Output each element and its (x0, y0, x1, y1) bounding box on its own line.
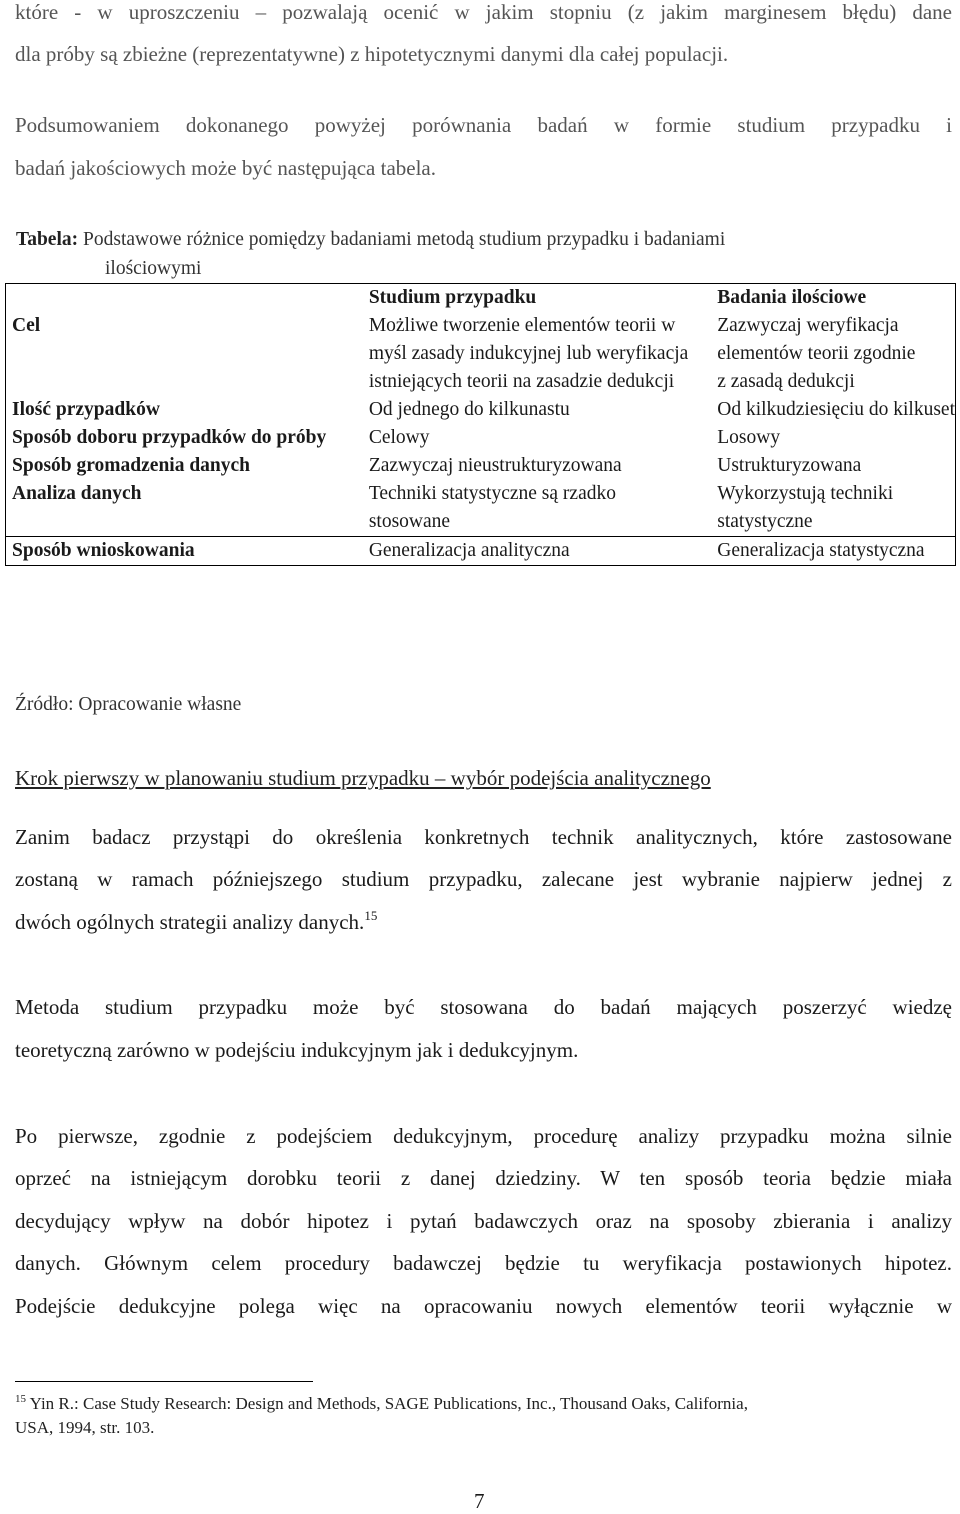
table-row (6, 312, 956, 396)
table-header-quantitative: Badania ilościowe (717, 287, 867, 308)
quantitative-cell: Losowy (717, 427, 781, 448)
footnote (15, 1392, 915, 1440)
table-header-empty (6, 284, 363, 313)
table-caption-prefix: Tabela: (16, 229, 79, 250)
summary-line-2: badań jakościowych może być następująca tabela. (15, 156, 436, 180)
footnote-line-2: USA, 1994, str. 103. (15, 1418, 155, 1437)
row-label: Sposób wnioskowania (12, 540, 195, 561)
table-row (6, 480, 956, 537)
quantitative-cell: Od kilkudziesięciu do kilkuset (717, 399, 955, 420)
footnote-text: Yin R.: Case Study Research: Design and Methods, SAGE Publications, Inc., Thousand Oaks, California, (29, 1394, 748, 1413)
case-study-cell: Celowy (368, 427, 430, 448)
row-label: Analiza danych (6, 480, 363, 537)
case-study-cell: Zazwyczaj nieustrukturyzowana (368, 455, 622, 476)
case-study-cell: Techniki statystyczne są rzadko stosowane (363, 480, 711, 537)
row-label: Sposób doboru przypadków do próby (12, 427, 327, 448)
para2-line-2: teoretyczną zarówno w podejściu indukcyjnym jak i dedukcyjnym. (15, 1038, 579, 1062)
case-study-cell: Od jednego do kilkunastu (368, 399, 570, 420)
table-row (6, 452, 956, 480)
para1-line-3-text: dwóch ogólnych strategii analizy danych. (15, 910, 365, 934)
para3-line-5: Podejście dedukcyjne polega więc na opracowaniu nowych elementów teorii wyłącznie w (15, 1294, 952, 1318)
quantitative-cell: Zazwyczaj weryfikacja elementów teorii zgodnie z zasadą dedukcji (717, 315, 916, 392)
para3-line-4: danych. Głównym celem procedury badawczej będzie tu weryfikacja postawionych hipotez. (15, 1251, 952, 1275)
footnote-reference: 15 (364, 908, 378, 923)
table-row (6, 537, 956, 566)
para1-line-3 (15, 910, 377, 935)
summary-line-1: Podsumowaniem dokonanego powyżej porównania badań w formie studium przypadku i (15, 113, 952, 137)
row-label: Sposób gromadzenia danych (12, 455, 251, 476)
table-caption-line-1 (16, 225, 946, 254)
quantitative-cell: Generalizacja statystyczna (717, 540, 925, 561)
para2-line-1: Metoda studium przypadku może być stosowana do badań mających poszerzyć wiedzę (15, 995, 952, 1019)
page-number: 7 (474, 1489, 485, 1513)
footnote-divider (15, 1381, 313, 1382)
footnote-line-1 (15, 1392, 915, 1416)
para3-line-2: oprzeć na istniejącym dorobku teorii z danej dziedziny. W ten sposób teoria będzie miała (15, 1166, 952, 1190)
case-study-cell: Możliwe tworzenie elementów teorii w myśl zasady indukcyjnej lub weryfikacja istniejących teorii na zasadzie dedukcji (368, 315, 689, 392)
comparison-table (5, 283, 956, 566)
para3-line-3: decydujący wpływ na dobór hipotez i pytań badawczych oraz na sposoby zbierania i analizy (15, 1209, 952, 1233)
row-label: Cel (12, 315, 41, 336)
table-caption-line-2: ilościowymi (105, 258, 202, 279)
table-caption-title: Podstawowe różnice pomiędzy badaniami metodą studium przypadku i badaniami (83, 229, 726, 250)
table-header-case-study: Studium przypadku (368, 287, 537, 308)
section-heading: Krok pierwszy w planowaniu studium przypadku – wybór podejścia analitycznego (15, 766, 711, 790)
intro-line-1: które - w uproszczeniu – pozwalają ocenić w jakim stopniu (z jakim marginesem błędu) dane (15, 0, 952, 24)
case-study-cell: Generalizacja analityczna (368, 540, 570, 561)
row-label: Ilość przypadków (12, 399, 160, 420)
intro-line-2: dla próby są zbieżne (reprezentatywne) z hipotetycznymi danymi dla całej populacji. (15, 42, 729, 66)
table-row (6, 396, 956, 424)
para3-line-1: Po pierwsze, zgodnie z podejściem dedukcyjnym, procedurę analizy przypadku można silnie (15, 1124, 952, 1148)
para1-line-2: zostaną w ramach późniejszego studium przypadku, zalecane jest wybranie najpierw jednej z (15, 867, 952, 891)
para1-line-1: Zanim badacz przystąpi do określenia konkretnych technik analitycznych, które zastosowane (15, 825, 952, 849)
table-header-row (6, 284, 956, 313)
table-caption (16, 225, 946, 283)
footnote-number: 15 (15, 1393, 26, 1405)
table-row (6, 424, 956, 452)
quantitative-cell: Wykorzystują techniki statystyczne (711, 480, 955, 537)
quantitative-cell: Ustrukturyzowana (717, 455, 862, 476)
table-source: Źródło: Opracowanie własne (15, 694, 242, 715)
